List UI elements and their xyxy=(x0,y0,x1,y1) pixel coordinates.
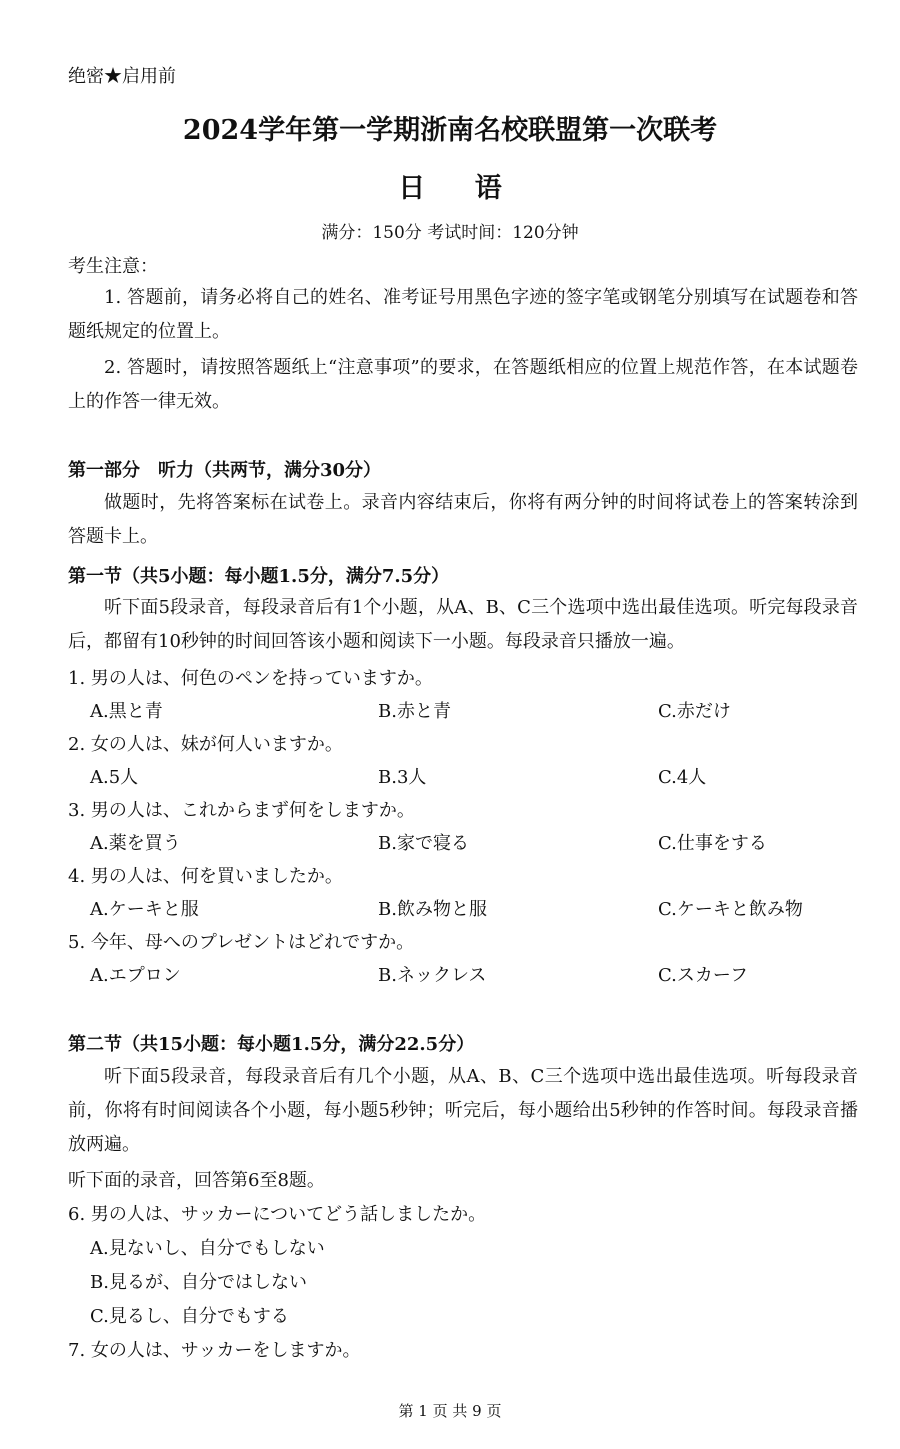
question-4-option-b: B.飲み物と服 xyxy=(378,899,487,920)
part1-heading: 第一部分 听力（共两节，满分30分） xyxy=(68,460,382,481)
question-5: 5. 今年、母へのプレゼントはどれですか。 xyxy=(68,932,415,953)
question-1-option-b: B.赤と青 xyxy=(378,701,451,722)
section2-instruction: 听下面的录音，回答第6至8题。 xyxy=(68,1170,325,1191)
question-6: 6. 男の人は、サッカーについてどう話しましたか。 xyxy=(68,1204,487,1225)
question-2: 2. 女の人は、妹が何人いますか。 xyxy=(68,734,343,755)
question-1-option-c: C.赤だけ xyxy=(658,701,731,722)
question-3-option-b: B.家で寝る xyxy=(378,833,469,854)
question-5-option-c: C.スカーフ xyxy=(658,965,748,986)
question-3-option-c: C.仕事をする xyxy=(658,833,767,854)
question-5-option-b: B.ネックレス xyxy=(378,965,487,986)
section2-heading: 第二节（共15小题：每小题1.5分，满分22.5分） xyxy=(68,1034,475,1055)
section1-heading: 第一节（共5小题：每小题1.5分，满分7.5分） xyxy=(68,566,450,587)
question-6-option-b: B.見るが、自分ではしない xyxy=(90,1272,307,1293)
question-1-option-a: A.黒と青 xyxy=(90,701,163,722)
question-2-option-b: B.3人 xyxy=(378,767,427,788)
score-time-line: 满分：150分 考试时间：120分钟 xyxy=(321,223,579,243)
notice-item-1: 1. 答题前，请务必将自己的姓名、准考证号用黑色字迹的签字笔或钢笔分别填写在试题卷和答题纸规定的位置上。 xyxy=(68,287,858,342)
question-4: 4. 男の人は、何を買いましたか。 xyxy=(68,866,343,887)
question-2-option-a: A.5人 xyxy=(90,767,139,788)
question-7: 7. 女の人は、サッカーをしますか。 xyxy=(68,1340,361,1361)
exam-title: 2024学年第一学期浙南名校联盟第一次联考 xyxy=(182,115,718,146)
question-2-option-c: C.4人 xyxy=(658,767,707,788)
question-4-option-a: A.ケーキと服 xyxy=(90,899,199,920)
question-6-option-c: C.見るし、自分でもする xyxy=(90,1306,289,1327)
page-number: 第 1 页 共 9 页 xyxy=(398,1402,502,1420)
section1-intro: 听下面5段录音，每段录音后有1个小题，从A、B、C三个选项中选出最佳选项。听完每段录音后，都留有10秒钟的时间回答该小题和阅读下一小题。每段录音只播放一遍。 xyxy=(68,597,858,652)
notice-heading: 考生注意： xyxy=(68,256,158,277)
question-1: 1. 男の人は、何色のペンを持っていますか。 xyxy=(68,668,433,689)
confidential-label: 绝密★启用前 xyxy=(68,66,176,87)
question-5-option-a: A.エプロン xyxy=(90,965,181,986)
subject-title: 日 语 xyxy=(398,173,522,204)
part1-intro: 做题时，先将答案标在试卷上。录音内容结束后，你将有两分钟的时间将试卷上的答案转涂到答题卡上。 xyxy=(68,492,858,547)
section2-intro: 听下面5段录音，每段录音后有几个小题，从A、B、C三个选项中选出最佳选项。听每段录音前，你将有时间阅读各个小题，每小题5秒钟；听完后，每小题给出5秒钟的作答时间。每段录音播放两遍。 xyxy=(68,1066,858,1155)
notice-item-2: 2. 答题时，请按照答题纸上“注意事项”的要求，在答题纸相应的位置上规范作答，在本试题卷上的作答一律无效。 xyxy=(68,357,858,412)
question-6-option-a: A.見ないし、自分でもしない xyxy=(90,1238,325,1259)
question-3-option-a: A.薬を買う xyxy=(90,833,181,854)
question-3: 3. 男の人は、これからまず何をしますか。 xyxy=(68,800,415,821)
question-4-option-c: C.ケーキと飲み物 xyxy=(658,899,803,920)
